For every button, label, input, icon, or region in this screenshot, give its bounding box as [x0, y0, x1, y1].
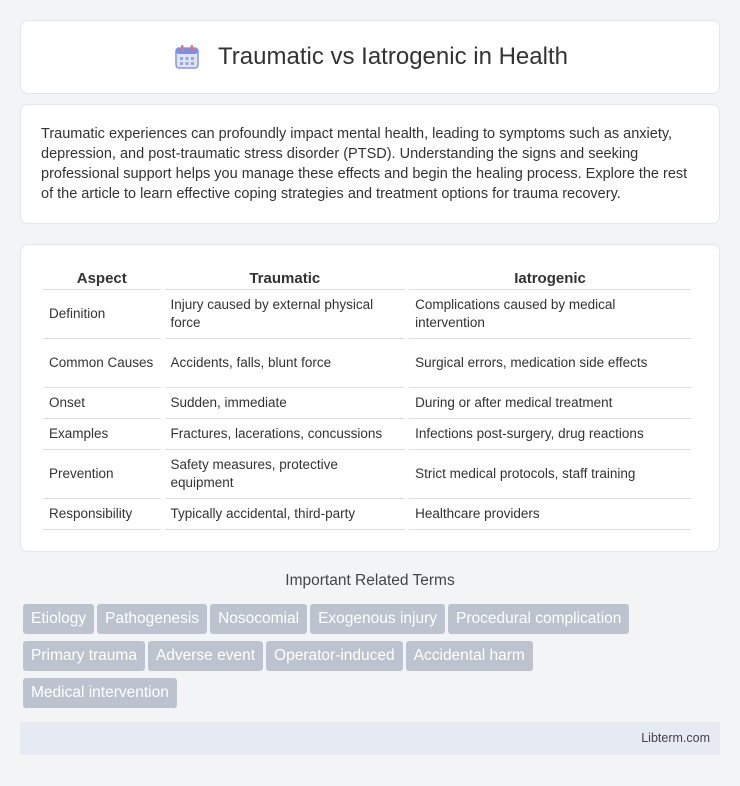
related-terms-title: Important Related Terms: [285, 572, 455, 589]
table-row: [43, 388, 691, 419]
tag-procedural-complication[interactable]: Procedural complication: [448, 604, 629, 634]
table-cell: Complications caused by medical intervention: [409, 290, 691, 339]
table-cell: Common Causes: [43, 339, 161, 388]
table-header-row: [43, 265, 691, 290]
comparison-table-card: [20, 244, 720, 552]
intro-card: [20, 104, 720, 224]
tag-accidental-harm[interactable]: Accidental harm: [406, 641, 533, 671]
tag-medical-intervention[interactable]: Medical intervention: [23, 678, 177, 708]
table-cell: Accidents, falls, blunt force: [165, 339, 406, 388]
header-inner: [172, 42, 568, 72]
table-cell: Typically accidental, third-party: [165, 499, 406, 530]
table-cell: Injury caused by external physical force: [165, 290, 406, 339]
table-cell: Sudden, immediate: [165, 388, 406, 419]
table-cell: Responsibility: [43, 499, 161, 530]
page-title: Traumatic vs Iatrogenic in Health: [218, 43, 568, 70]
table-row: [43, 419, 691, 450]
table-cell: Examples: [43, 419, 161, 450]
tag-operator-induced[interactable]: Operator-induced: [266, 641, 403, 671]
table-cell: Fractures, lacerations, concussions: [165, 419, 406, 450]
footer: [20, 722, 720, 755]
intro-text: Traumatic experiences can profoundly impact mental health, leading to symptoms such as anxiety, depression, and post-traumatic stress disorder (PTSD). Understanding the signs and seeking professional support helps you manage these effects and begin the healing process. Explore the rest of the article to learn effective coping strategies and treatment options for trauma recovery.: [41, 126, 688, 202]
tag-primary-trauma[interactable]: Primary trauma: [23, 641, 145, 671]
comparison-table: [39, 265, 695, 530]
tag-adverse-event[interactable]: Adverse event: [148, 641, 263, 671]
table-cell: Strict medical protocols, staff training: [409, 450, 691, 499]
table-cell: Surgical errors, medication side effects: [409, 339, 691, 388]
tag-pathogenesis[interactable]: Pathogenesis: [97, 604, 207, 634]
table-cell: Infections post-surgery, drug reactions: [409, 419, 691, 450]
table-row: [43, 290, 691, 339]
header-traumatic: Traumatic: [165, 265, 406, 290]
table-row: [43, 450, 691, 499]
table-cell: Onset: [43, 388, 161, 419]
table-cell: Prevention: [43, 450, 161, 499]
table-cell: Safety measures, protective equipment: [165, 450, 406, 499]
tag-exogenous-injury[interactable]: Exogenous injury: [310, 604, 445, 634]
tag-nosocomial[interactable]: Nosocomial: [210, 604, 307, 634]
footer-site-link[interactable]: Libterm.com: [641, 731, 710, 745]
table-row: [43, 339, 691, 388]
header-aspect: Aspect: [43, 265, 161, 290]
header-iatrogenic: Iatrogenic: [409, 265, 691, 290]
calendar-icon: [172, 42, 202, 72]
header-card: [20, 20, 720, 94]
table-cell: During or after medical treatment: [409, 388, 691, 419]
table-cell: Definition: [43, 290, 161, 339]
table-cell: Healthcare providers: [409, 499, 691, 530]
table-row: [43, 499, 691, 530]
tag-etiology[interactable]: Etiology: [23, 604, 94, 634]
related-terms-list: [23, 604, 723, 715]
